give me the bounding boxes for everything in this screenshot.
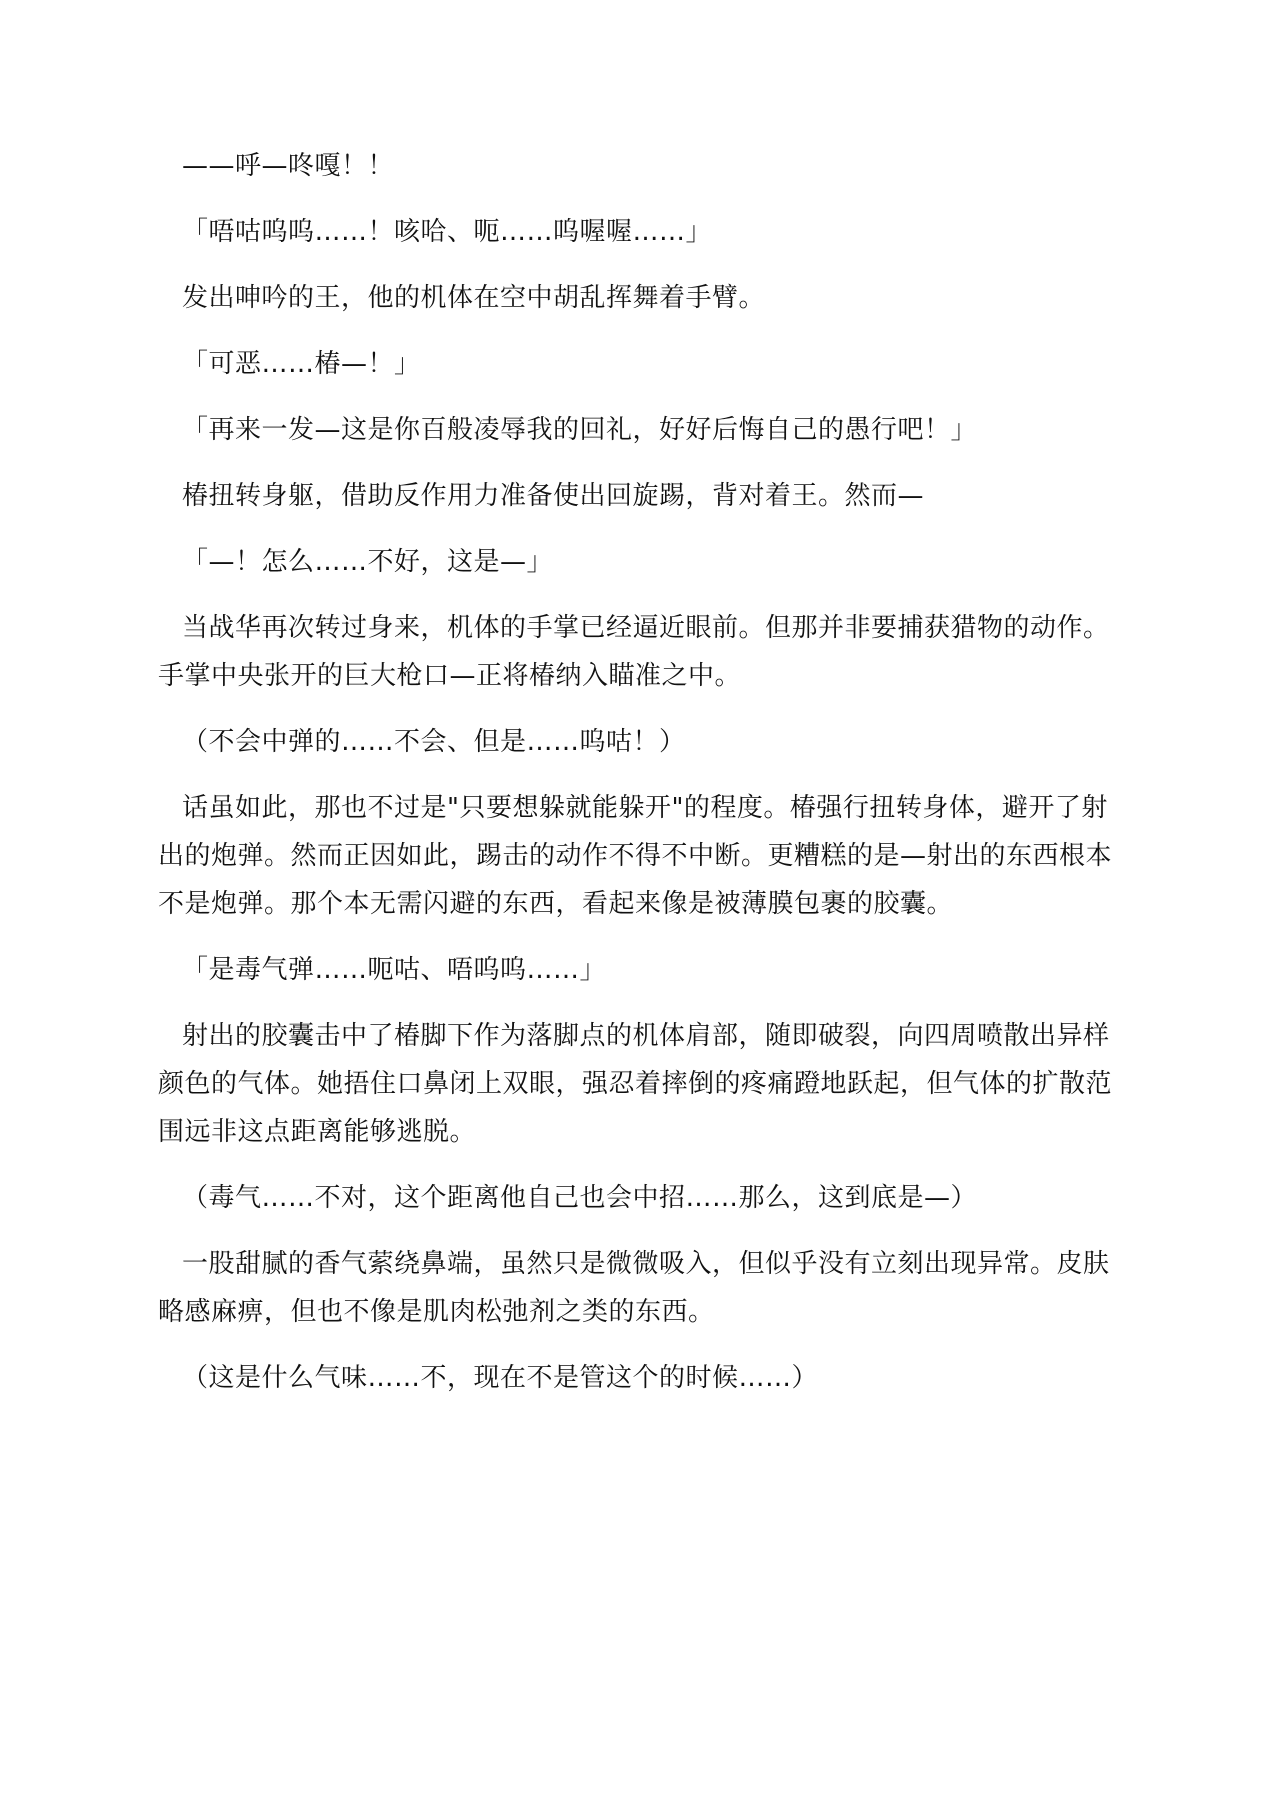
paragraph-11: 「是毒气弹……呃咕、唔呜呜……」 — [182, 955, 607, 985]
paragraph-14: 一股甜腻的香气萦绕鼻端，虽然只是微微吸入，但似乎没有立刻出现异常。皮肤略感麻痹，但也不像是肌肉松弛剂之类的东西。 — [158, 1249, 1110, 1327]
paragraph-7: 「—！怎么……不好，这是—」 — [182, 547, 554, 577]
paragraph-12: 射出的胶囊击中了椿脚下作为落脚点的机体肩部，随即破裂，向四周喷散出异样颜色的气体。她捂住口鼻闭上双眼，强忍着摔倒的疼痛蹬地跃起，但气体的扩散范围远非这点距离能够逃脱。 — [158, 1021, 1113, 1147]
paragraph-3: 发出呻吟的王，他的机体在空中胡乱挥舞着手臂。 — [182, 283, 766, 313]
paragraph-6: 椿扭转身躯，借助反作用力准备使出回旋踢，背对着王。然而— — [182, 481, 925, 511]
paragraph-13: （毒气……不对，这个距离他自己也会中招……那么，这到底是—） — [182, 1183, 978, 1213]
paragraph-15: （这是什么气味……不，现在不是管这个的时候……） — [182, 1363, 819, 1393]
paragraph-8: 当战华再次转过身来，机体的手掌已经逼近眼前。但那并非要捕获猎物的动作。手掌中央张开的巨大枪口—正将椿纳入瞄准之中。 — [158, 613, 1110, 691]
paragraph-9: （不会中弹的……不会、但是……呜咕！） — [182, 727, 686, 757]
paragraph-10: 话虽如此，那也不过是"只要想躲就能躲开"的程度。椿强行扭转身体，避开了射出的炮弹。然而正因如此，踢击的动作不得不中断。更糟糕的是—射出的东西根本不是炮弹。那个本无需闪避的东西，看起来像是被薄膜包裹的胶囊。 — [158, 793, 1113, 919]
body-text — [158, 142, 1128, 1420]
paragraph-5: 「再来一发—这是你百般凌辱我的回礼，好好后悔自己的愚行吧！」 — [182, 415, 978, 445]
paragraph-4: 「可恶……椿—！」 — [182, 349, 421, 379]
paragraph-2: 「唔咕呜呜……！咳哈、呃……呜喔喔……」 — [182, 217, 713, 247]
paragraph-1: ——呼—咚嘎！！ — [182, 151, 395, 181]
